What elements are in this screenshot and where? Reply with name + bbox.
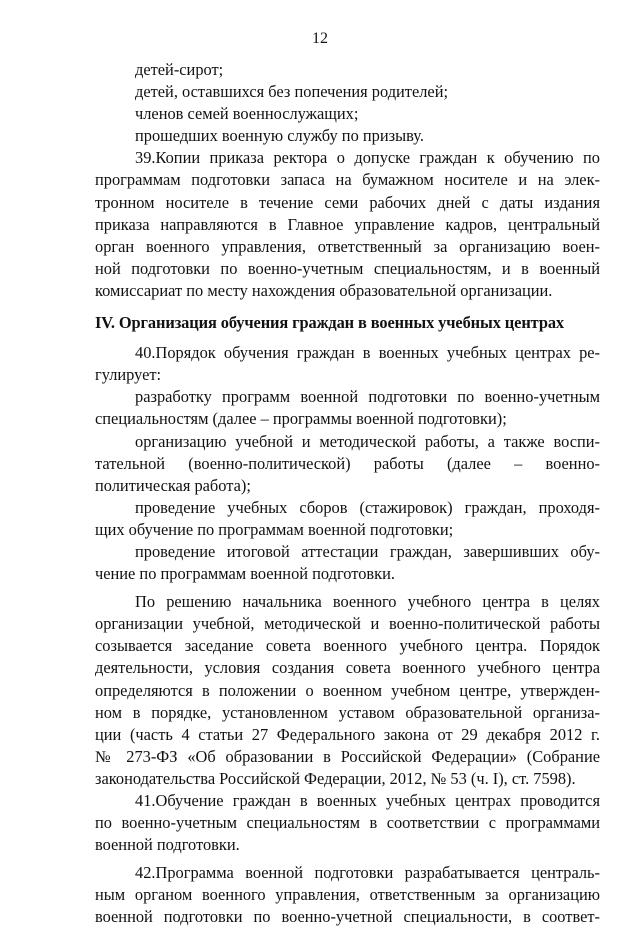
text-line: тательной (военно-политической) работы (далее – военно- (95, 453, 600, 473)
text-line: 42.Программа военной подготовки разрабатывается централь- (135, 863, 600, 883)
text-line: По решению начальника военного учебного центра в целях (135, 592, 600, 612)
text-line: щих обучение по программам военной подготовки; (95, 519, 454, 539)
text-line: ной подготовки по военно-учетным специальностям, и в военный (95, 258, 600, 278)
text-line: комиссариат по месту нахождения образовательной организации. (95, 280, 553, 300)
text-line: 39.Копии приказа ректора о допуске граждан к обучению по (135, 148, 600, 168)
text-line: проведение учебных сборов (стажировок) граждан, проходя- (135, 497, 600, 517)
text-line: 40.Порядок обучения граждан в военных учебных центрах ре- (135, 343, 600, 363)
text-line: законодательства Российской Федерации, 2012, № 53 (ч. I), ст. 7598). (95, 768, 576, 788)
text-line: членов семей военнослужащих; (135, 104, 359, 124)
text-line: орган военного управления, ответственный за организацию воен- (95, 236, 600, 256)
text-line: гулирует: (95, 365, 162, 385)
text-line: военной подготовки. (95, 835, 240, 855)
text-line: ном в порядке, установленном уставом образовательной организа- (95, 702, 600, 722)
text-line: политическая работа); (95, 475, 251, 495)
text-line: ным органом военного управления, ответственным за организацию (95, 885, 600, 905)
text-line: организации учебной, методической и военно-политической работы (95, 614, 600, 634)
text-line: детей-сирот; (135, 60, 224, 79)
text-line: № 273-ФЗ «Об образовании в Российской Федерации» (Собрание (95, 746, 600, 766)
text-line: приказа направляются в Главное управление кадров, центральный (95, 214, 600, 234)
text-line: прошедших военную службу по призыву. (135, 126, 424, 146)
text-line: проведение итоговой аттестации граждан, завершивших обу- (135, 541, 600, 561)
text-line: деятельности, условия создания совета военного учебного центра (95, 658, 600, 678)
text-line: ции (часть 4 статьи 27 Федерального закона от 29 декабря 2012 г. (95, 724, 600, 744)
text-line: разработку программ военной подготовки по военно-учетным (135, 387, 600, 407)
text-line: созывается заседание совета военного учебного центра. Порядок (95, 636, 600, 656)
text-line: программам подготовки запаса на бумажном носителе и на элек- (95, 170, 600, 190)
text-line: чение по программам военной подготовки. (95, 564, 395, 584)
section-heading: IV. Организация обучения граждан в военных учебных центрах (95, 313, 565, 333)
page-number: 12 (312, 30, 328, 47)
text-line: определяются в положении о военном учебном центре, утвержден- (95, 680, 600, 700)
text-line: тронном носителе в течение семи рабочих дней с даты издания (95, 192, 600, 212)
text-line: специальностям (далее – программы военной подготовки); (95, 409, 507, 429)
text-line: организацию учебной и методической работы, а также воспи- (135, 431, 600, 451)
text-line: военной подготовки по военно-учетной специальности, в соответ- (95, 907, 600, 927)
text-line: по военно-учетным специальностям в соответствии с программами (95, 813, 600, 833)
document-body (95, 59, 600, 929)
text-line: детей, оставшихся без попечения родителей; (135, 82, 449, 102)
text-line: 41.Обучение граждан в военных учебных центрах проводится (135, 791, 600, 810)
